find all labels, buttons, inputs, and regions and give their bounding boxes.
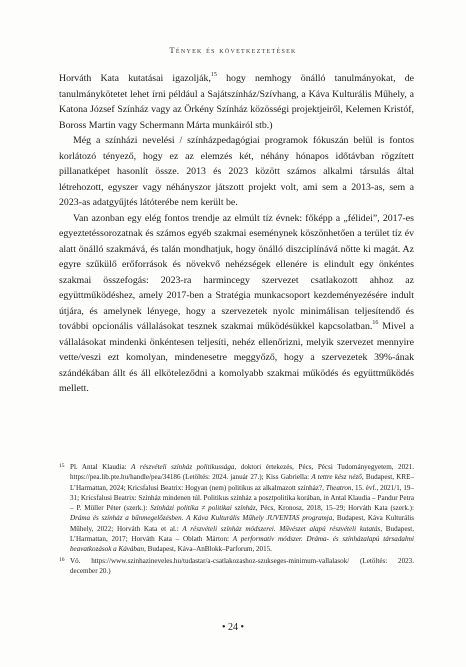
fn-text: , Budapest, L’Harmattan, 2017; Horváth Kata – Oblath Márton: [70, 524, 414, 544]
fn-title: A tettre kész néző [311, 473, 362, 482]
fn-title: Dráma és színház a bűnmegelőzésben. A Káva Kulturális Műhely JUVENTAS programja [70, 514, 333, 523]
fn-title: A performatív módszer. Dráma- és színházalapú társadalmi beavatkozások a Kávában [70, 535, 414, 554]
fn-title: A részvételi színház politikussága [131, 463, 235, 471]
paragraph-2: Még a színházi nevelési / színházpedagógiai programok fókuszán belül is fontos korlátozó tényező, hogy ez az elemzés két, néhány hónapos időtávban rögzített pillanatképet hasonlít össze. 2013 és 2023 között számos alkalmi társulás által létrehozott, egyszer vagy néhányszor játszott projekt volt, ami sem a 2013-as, sem a 2023-as adatgyűjtés látóterébe nem került be. [59, 135, 414, 208]
footnotes [59, 462, 414, 577]
fn-text: Pl. Antal Klaudia: [70, 463, 132, 471]
fn-title: A részvételi színház módszerei. Művészet alapú részvételi kutatás [182, 524, 381, 533]
fn-text: , doktori értekezés, Pécs, Pécsi Tudományegyetem, 2021. https://pea.lib.pte.hu/handle/pea/34186 (Letöltés: 2024. január 27.); Kiss Gabriella: [70, 463, 414, 482]
footnote-ref-15[interactable]: 15 [210, 72, 217, 78]
body-text [59, 71, 414, 397]
running-head: Tények és következtetések [169, 45, 297, 55]
fn-title: Theatron [325, 483, 352, 492]
fn-text: , Budapest, KRE–L’Harmattan, 2024; Kricsfalusi Beatrix: Hogyan (nem) politikus az alkalmazott színház?, [70, 473, 414, 492]
footnote-15 [59, 462, 414, 555]
fn-link-text[interactable]: Vö. https://www.szinhazineveles.hu/tudastar/a-csatlakozashoz-szukseges-minimum-vallalasok/ (Letöltés: 2023. december 20.) [70, 556, 414, 575]
text-span: Mivel a vállalásokat mindenki önkéntesen teljesíti, nehéz ellenőrizni, melyik szervezet mennyire vette/veszi ezt komolyan, mindenesetre meggyőző, hogy a szervezetek 39%-ának szándékában állt és áll elköteleződni a komolyabb szakmai működés és együttműködés mellett. [59, 321, 414, 394]
paragraph-3 [59, 211, 414, 397]
footnote-16 [59, 556, 414, 577]
fn-title: Színházi politika ≠ politikai színház [150, 504, 256, 513]
fn-text: , 15. évf., 2021/1, 19–31; Kricsfalusi Beatrix: Színház mindenen túl. Politikus színház a posztpolitika korában, in Antal Klaudia – Pandur Petra – P. Müller Péter (szerk.): [70, 483, 414, 513]
fn-text: , Budapest, Káva Kulturális Műhely, 2022; Horváth Kata et al.: [70, 514, 414, 533]
fn-text: , Budapest, Káva–AnBlokk–Parforum, 2015. [144, 545, 272, 554]
text-span: Van azonban egy elég fontos trendje az elmúlt tíz évnek: főképp a „félidei”, 2017-es egyeztetéssorozatnak és számos egyéb szakmai eseménynek köszönhetően a terület tíz év alatt önálló szakmává, és talán mondhatjuk, hogy önálló diszciplínává nőtte ki magát. Az egyre szűkülő erőforrások és növekvő nehézségek ellenére is elindult egy önkéntes szakmai összefogás: 2023-ra harmincegy szervezet csatlakozott ahhoz az együttműködéshez, amely 2017-ben a Stratégia munkacsoport kezdeményezésére indult útjára, és amelynek lényege, hogy a szervezetek nyolc minimálisan teljesítendő és további opcionális vállalásokat tesznek szakmai működésükkel kapcsolatban. [59, 212, 414, 332]
footnote-number: 16 [59, 556, 65, 563]
text-span: Horváth Kata kutatásai igazolják, [59, 73, 211, 84]
paragraph-1 [59, 71, 414, 133]
footnote-ref-16[interactable]: 16 [372, 320, 379, 326]
page-number: • 24 • [221, 622, 244, 633]
footnote-number: 15 [59, 463, 65, 469]
text-span: hogy nemhogy önálló tanulmányokat, de tanulmánykötetet lehet írni például a Sajátszínház/Szívhang, a Káva Kulturális Műhely, a Katona József Színház vagy az Örkény Színház közösségi projektjeiről, Kelemen Kristóf, Boross Martin vagy Schermann Márta munkáiról stb.) [59, 73, 415, 131]
fn-text: , Pécs, Kronosz, 2018, 15–29; Horváth Kata (szerk.): [255, 504, 414, 513]
